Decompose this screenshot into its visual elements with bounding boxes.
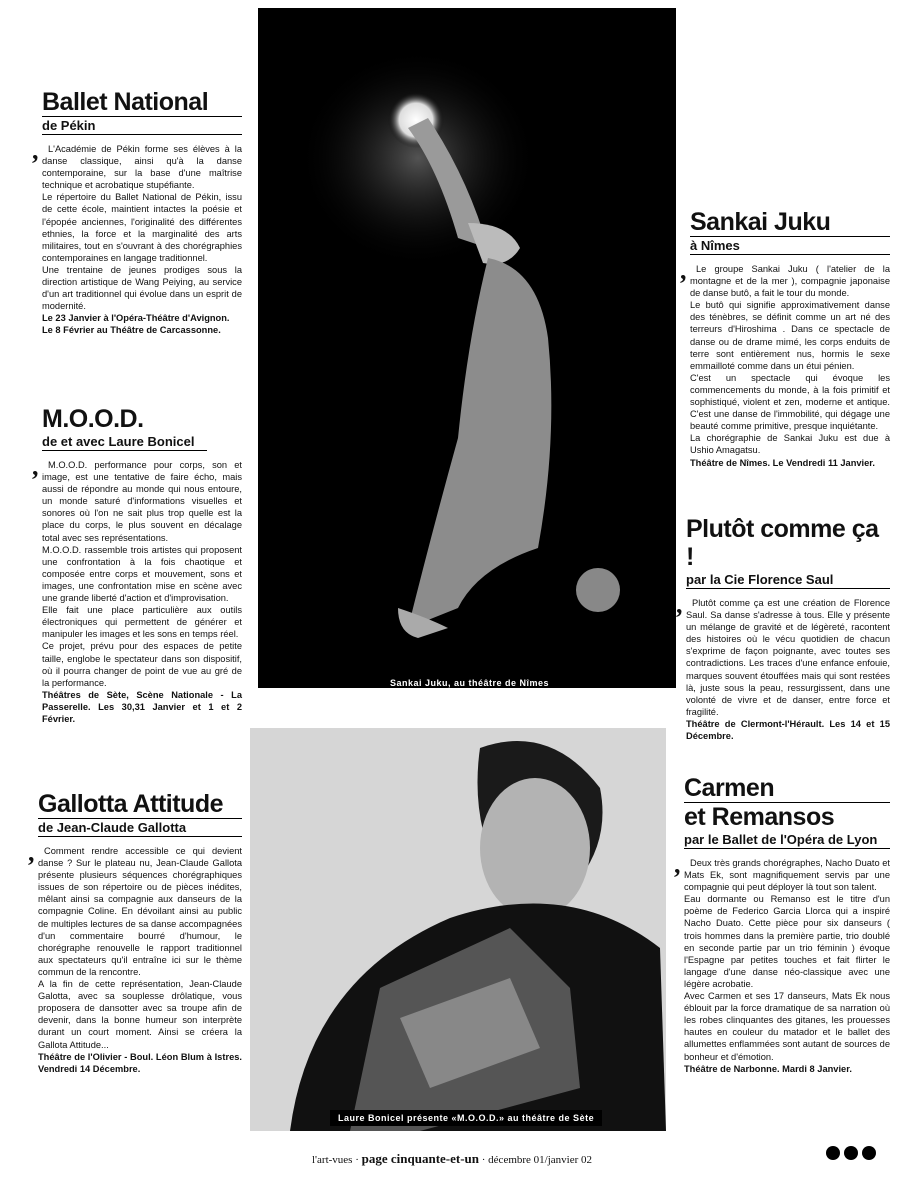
paragraph: Le butô qui signifie approximativement danse des ténèbres, se définit comme un art né des terreurs d'Hiroshima . Dans ce spectacle de danse ou de drame mimé, les corps enduits de terre sont entièrement nus, hormis le sexe emmailloté comme dans un étui pénien. (690, 300, 890, 371)
article-ballet-national (32, 88, 242, 337)
venue-info: Théâtres de Sète, Scène Nationale - La Passerelle. Les 30,31 Janvier et 1 et 2 Février. (42, 689, 242, 724)
page-number: page cinquante-et-un (361, 1151, 480, 1166)
paragraph: M.O.O.D. rassemble trois artistes qui proposent une confrontation à la fois chaotique et composée entre corps et mouvement, sons et images, une confrontation mise en scène avec une grande liberté d'action et d'improvisation. (42, 544, 242, 604)
paragraph: Eau dormante ou Remanso est le titre d'un poème de Federico Garcia Llorca qui a inspiré Nacho Duato. Cette pièce pour six danseurs ( trois hommes dans la première partie, trio doublé en seconde partie par un trio féminin ) évoque l'Espagne par petites touches et fait flirter le langage d'une danse néo-classique avec une légère acrobatie. (684, 894, 890, 989)
quote-mark-icon: , (28, 838, 35, 867)
photo-laure-bonicel (250, 728, 666, 1131)
article-title: Ballet National (42, 88, 242, 117)
photo-caption: Sankai Juku, au théâtre de Nîmes (382, 675, 557, 688)
article-mood (32, 405, 242, 725)
venue-info: Théâtre de Clermont-l'Hérault. Les 14 et 15 Décembre. (686, 718, 890, 742)
paragraph: Le répertoire du Ballet National de Pékin, issu de cette école, maintient intactes la poésie et l'épopée anciennes, l'originalité des différentes ethnies, la force et la marginalité des arts militaires, tout en s'ouvrant à des chorégraphies contemporaines en langage traditionnel. (42, 192, 242, 263)
photo-caption: Laure Bonicel présente «M.O.O.D.» au théâtre de Sète (330, 1110, 602, 1126)
quote-mark-icon: , (674, 850, 681, 879)
article-title: M.O.O.D. (42, 405, 144, 433)
quote-mark-icon: , (32, 452, 39, 481)
paragraph: Deux très grands chorégraphes, Nacho Duato et Mats Ek, sont magnifiquement servis par une compagnie qui peut déployer là tout son talent. (684, 858, 890, 893)
portrait-woman-icon (250, 728, 666, 1131)
paragraph: Plutôt comme ça est une création de Florence Saul. Sa danse s'adresse à tous. Elle y présente un mélange de gravité et de légèreté, racontent des histoires où le vécu quotidien de chacun s'exprime de façon poignante, avec toutes ses contradictions. Les traces d'une enfance enfouie, marques souvent étouffées mais qui sont restées là, juste sous la peau, ressurgissent, dans une volonté de vivre et de danser, entre force et fragilité. (686, 598, 890, 717)
end-dots-icon (822, 1146, 876, 1165)
article-sankai-juku (680, 208, 890, 469)
dancer-silhouette-icon (258, 8, 676, 688)
article-subtitle: à Nîmes (690, 237, 890, 255)
article-subtitle: de Pékin (42, 117, 242, 135)
paragraph: La chorégraphie de Sankai Juku est due à Ushio Amagatsu. (690, 433, 890, 456)
article-subtitle: de Jean-Claude Gallotta (38, 819, 242, 837)
paragraph: Une trentaine de jeunes prodiges sous la direction artistique de Wang Peiying, au service d'un art traditionnel qui évolue dans un esprit de modernité. (42, 264, 242, 312)
article-carmen (674, 774, 890, 1075)
paragraph: Ce projet, prévu pour des espaces de petite taille, englobe le spectateur dans son dispositif, où il pourra changer de point de vue au gré de la performance. (42, 641, 242, 688)
paragraph: Elle fait une place particulière aux outils électroniques qui permettent de générer et manipuler les images et les sons en temps réel. (42, 605, 242, 640)
venue-info: Théâtre de l'Olivier - Boul. Léon Blum à Istres. Vendredi 14 Décembre. (38, 1051, 242, 1074)
footer-brand: l'art-vues · (312, 1154, 359, 1166)
paragraph: M.O.O.D. performance pour corps, son et image, est une tentative de faire écho, mais aussi de répondre au monde qui nous entoure, un monde saturé d'informations visuelles et sonores où l'on ne sait plus trop quelle est la place du corps, le plus souvent en décalage total avec ses représentations. (42, 460, 242, 543)
photo-sankai-juku (258, 8, 676, 688)
article-title: Sankai Juku (690, 208, 890, 237)
venue-info: Le 23 Janvier à l'Opéra-Théâtre d'Avignon. (42, 313, 230, 324)
paragraph: Le groupe Sankai Juku ( l'atelier de la montagne et de la mer ), compagnie japonaise de danse butô, a fait le tour du monde. (690, 264, 890, 299)
quote-mark-icon: , (676, 590, 683, 619)
paragraph: A la fin de cette représentation, Jean-Claude Galotta, avec sa souplesse drôlatique, vous proposera de dansotter avec sa troupe afin de devenir, dans la bonne humeur son interprète durant un court moment. Ainsi se créera la Gallota Attitude... (38, 979, 242, 1050)
venue-info: Le 8 Février au Théâtre de Carcassonne. (42, 325, 221, 336)
paragraph: Comment rendre accessible ce qui devient danse ? Sur le plateau nu, Jean-Claude Gallota présente plusieurs séquences chorégraphiques issues de son répertoire ou de pièces inédites, mêlant ainsi sa compagnie aux danseurs de la compagnie Coline. En dévoilant ainsi au public de multiples lectures de sa danse accompagnées d'un commentaire bourré d'humour, le chorégraphe renouvelle le rapport traditionnel aux spectateurs qu'il entraîne ici sur le thème commun de la rencontre. (38, 846, 242, 977)
quote-mark-icon: , (32, 136, 39, 165)
page-footer (312, 1151, 592, 1167)
paragraph: L'Académie de Pékin forme ses élèves à la danse classique, ainsi qu'à la danse contemporaine, sur la base d'une maîtrise technique et acrobatique stupéfiante. (42, 144, 242, 191)
paragraph: C'est un spectacle qui évoque les commencements du monde, à la fois primitif et sophistiqué, violent et zen, moderne et antique. C'est une danse de l'immobilité, qui dégage une beauté comme primitive, presque inquiétante. (690, 372, 890, 432)
paragraph: Avec Carmen et ses 17 danseurs, Mats Ek nous éblouit par la force dramatique de sa narration où les robes clinquantes des gitanes, les prouesses hautes en couleur du matador et le ballet des allumettes enflammées sont autant de sources de bonheur et d'émotion. (684, 991, 890, 1062)
article-subtitle: par la Cie Florence Saul (686, 571, 890, 589)
footer-issue: · décembre 01/janvier 02 (481, 1154, 593, 1166)
article-subtitle: par le Ballet de l'Opéra de Lyon (684, 831, 890, 849)
article-title: Plutôt comme ça ! (686, 515, 879, 571)
venue-info: Théâtre de Nîmes. Le Vendredi 11 Janvier. (690, 457, 875, 468)
article-gallotta (28, 790, 242, 1075)
article-title-line1: Carmen (684, 774, 890, 803)
article-subtitle: de et avec Laure Bonicel (42, 433, 207, 451)
article-title: Gallotta Attitude (38, 790, 242, 819)
article-plutot-comme-ca (676, 515, 890, 742)
venue-info: Théâtre de Narbonne. Mardi 8 Janvier. (684, 1063, 852, 1074)
quote-mark-icon: , (680, 256, 687, 285)
article-title-line2: et Remansos (684, 803, 835, 831)
